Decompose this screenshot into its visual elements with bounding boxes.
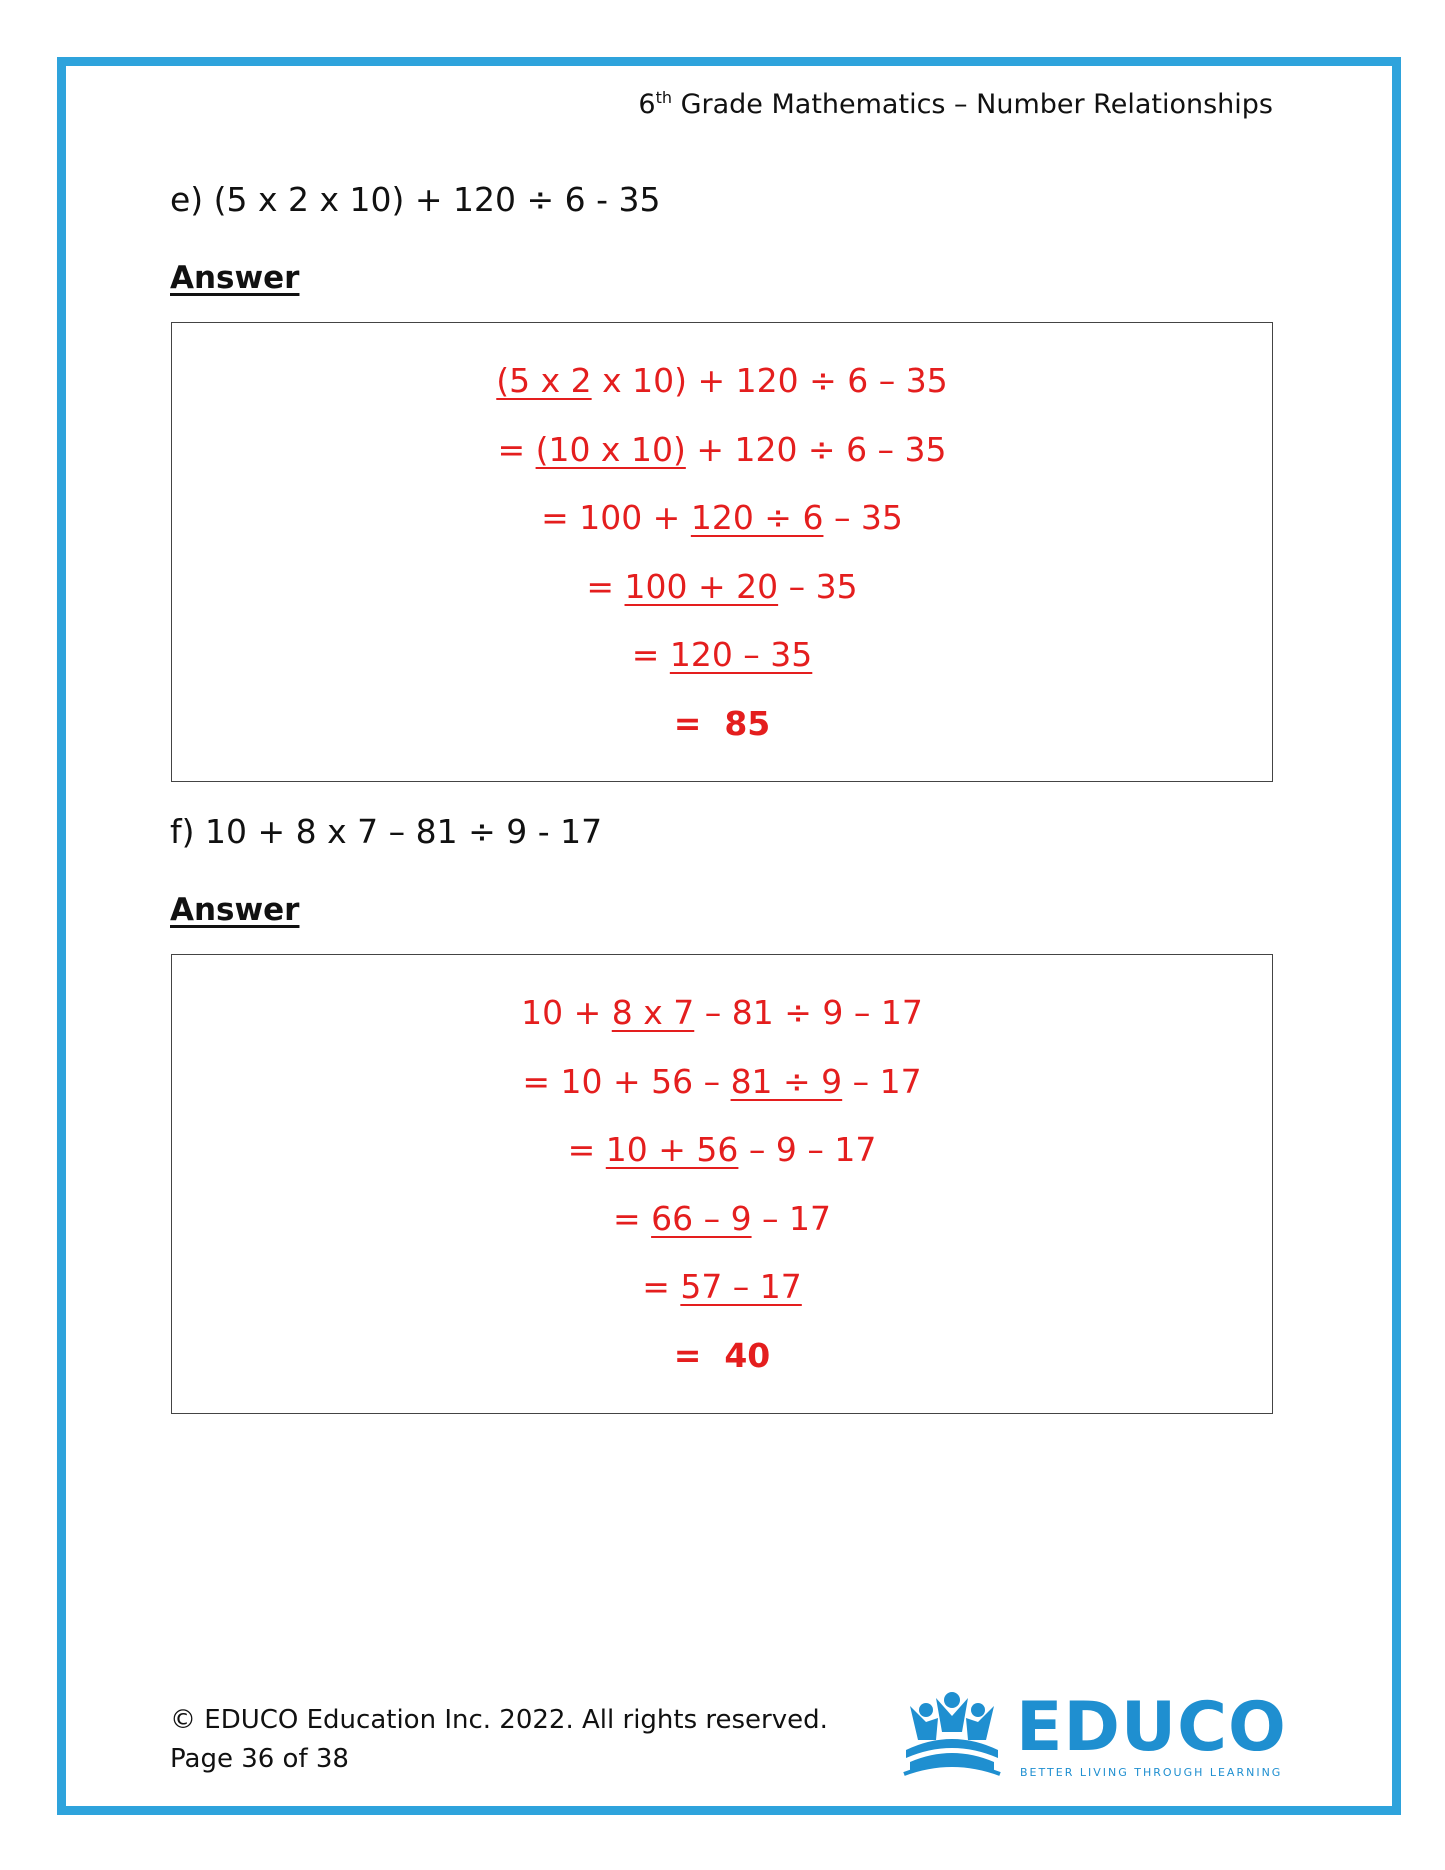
step-text-part: = 10 + 56 – <box>522 1061 731 1101</box>
step-underlined-part: 57 – 17 <box>680 1267 802 1306</box>
educo-people-book-icon <box>896 1688 1008 1784</box>
step-text-part: = <box>642 1267 681 1306</box>
educo-logo <box>896 1688 1287 1784</box>
solution-step <box>172 347 1272 416</box>
solution-step <box>172 484 1272 553</box>
problem-f-answer-box <box>171 954 1273 1414</box>
problem-f-statement: f) 10 + 8 x 7 – 81 ÷ 9 - 17 <box>170 812 603 851</box>
step-text-part: x 10) + 120 ÷ 6 – 35 <box>591 361 948 400</box>
step-text-part: – 35 <box>778 566 858 606</box>
page-number: Page 36 of 38 <box>170 1744 349 1774</box>
step-text-part: = <box>631 635 670 674</box>
step-text-part: + 120 ÷ 6 – 35 <box>685 429 947 469</box>
logo-wordmark: EDUCO <box>1016 1688 1287 1767</box>
header-title: Grade Mathematics – Number Relationships <box>680 89 1273 120</box>
page-border <box>57 57 1401 1815</box>
final-answer: = 85 <box>673 703 771 743</box>
logo-tagline: BETTER LIVING THROUGH LEARNING <box>1020 1766 1283 1779</box>
page-header <box>0 88 1273 120</box>
step-text-part: – 35 <box>823 498 903 537</box>
header-grade: 6 <box>638 89 656 120</box>
problem-e-steps <box>172 347 1272 758</box>
step-text-part: – 9 – 17 <box>738 1130 877 1169</box>
solution-step <box>172 1253 1272 1322</box>
problem-f-answer-label: Answer <box>170 892 300 928</box>
step-text-part: – 81 ÷ 9 – 17 <box>694 993 923 1032</box>
page-footer <box>170 1701 828 1779</box>
step-text-part: = <box>586 566 625 606</box>
step-underlined-part: 120 ÷ 6 <box>690 498 824 537</box>
solution-step <box>172 416 1272 485</box>
problem-e-statement: e) (5 x 2 x 10) + 120 ÷ 6 - 35 <box>170 180 661 219</box>
solution-step <box>172 1116 1272 1185</box>
solution-step <box>172 553 1272 622</box>
step-text-part: = <box>612 1198 652 1238</box>
problem-e-answer-box <box>171 322 1273 782</box>
solution-step <box>172 1048 1272 1117</box>
step-text-part: = <box>567 1130 606 1169</box>
step-underlined-part: 100 + 20 <box>624 566 779 606</box>
step-underlined-part: 120 – 35 <box>669 635 813 674</box>
solution-step <box>172 1185 1272 1254</box>
step-underlined-part: 66 – 9 <box>651 1198 752 1238</box>
step-text-part: – 17 <box>751 1198 832 1238</box>
step-underlined-part: 81 ÷ 9 <box>730 1061 843 1101</box>
final-answer: = 40 <box>673 1335 771 1375</box>
problem-f-steps <box>172 979 1272 1390</box>
solution-step <box>172 979 1272 1048</box>
header-grade-suffix: th <box>655 88 672 107</box>
step-text-part: = 100 + <box>541 498 691 537</box>
step-underlined-part: 10 + 56 <box>605 1130 739 1169</box>
solution-step <box>172 621 1272 690</box>
step-text-part: 10 + <box>521 993 612 1032</box>
step-underlined-part: (5 x 2 <box>496 361 592 400</box>
step-text-part: – 17 <box>842 1061 922 1101</box>
copyright-text: © EDUCO Education Inc. 2022. All rights reserved. <box>170 1705 828 1735</box>
step-underlined-part: 8 x 7 <box>611 993 695 1032</box>
step-underlined-part: (10 x 10) <box>535 429 686 469</box>
problem-e-answer-label: Answer <box>170 260 300 296</box>
step-text-part: = <box>497 429 536 469</box>
